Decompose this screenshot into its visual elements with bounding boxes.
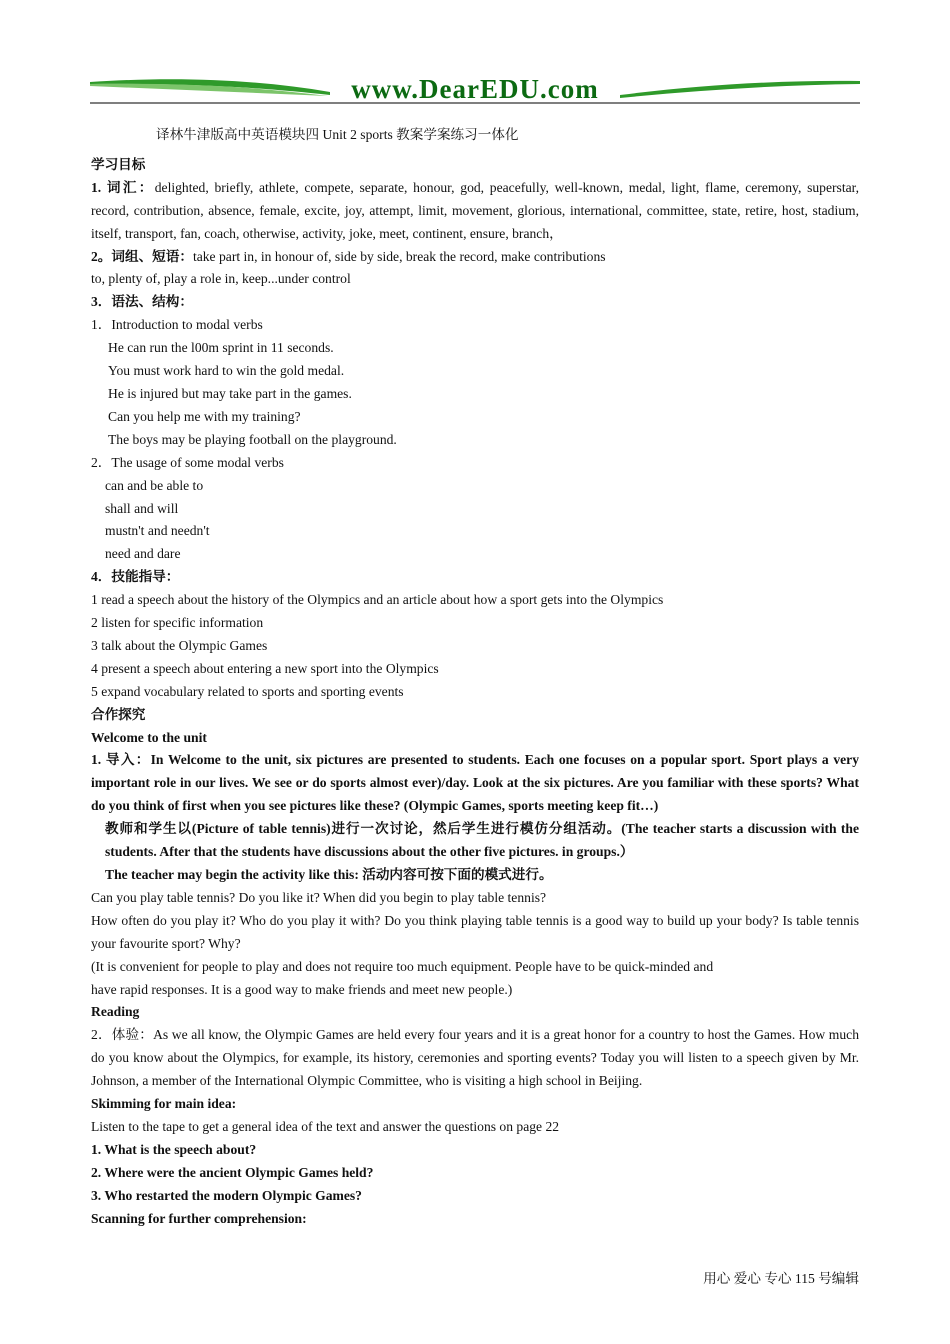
skill-item: 1 read a speech about the history of the Olympics and an article about how a sport gets into the Olympics (91, 592, 664, 608)
skill-item: 2 listen for specific information (91, 615, 264, 631)
document-title: 译林牛津版高中英语模块四 Unit 2 sports 教案学案练习一体化 (156, 127, 519, 142)
skill-item: 5 expand vocabulary related to sports and sporting events (91, 683, 404, 699)
reading-heading: Reading (91, 1004, 140, 1020)
section-heading-cooperation: 合作探究 (91, 706, 146, 722)
skill-item: 4 present a speech about entering a new sport into the Olympics (91, 660, 439, 676)
answer-line: (It is convenient for people to play and does not require too much equipment. People have to be quick-minded and (91, 958, 714, 974)
modal-verb-item: shall and will (105, 500, 179, 516)
question-line: Can you play table tennis? Do you like it? When did you begin to play table tennis? (91, 889, 547, 905)
vocabulary-label: 1. 词汇： (91, 179, 155, 195)
section-heading-objectives: 学习目标 (91, 156, 146, 172)
phrases-text: take part in, in honour of, side by side, break the record, make contributions (192, 248, 606, 264)
site-header-banner (90, 70, 860, 106)
intro-text: In Welcome to the unit, six pictures are presented to students. Each one focuses on a popular sport. Sport plays a very important role in our lives. We see or do sports almost ever)/day. Look at the six pictures. Are you familiar with these sports? What do you think of first when you see pictures like these? (Olympic Games, sports meeting keep fit…) (91, 752, 859, 814)
modal-verb-item: can and be able to (105, 477, 204, 493)
intro-paragraph (91, 749, 859, 818)
grammar-label: 3．语法、结构： (91, 294, 193, 310)
teacher-instruction: The teacher may begin the activity like this: 活动内容可按下面的模式进行。 (105, 867, 553, 882)
site-logo: www.DearEDU.com (351, 74, 599, 104)
phrases-continued: to, plenty of, play a role in, keep...under control (91, 271, 351, 287)
phrases-label: 2。词组、短语： (91, 248, 193, 264)
modal-verb-item: need and dare (105, 546, 181, 562)
vocabulary-text: delighted, briefly, athlete, compete, separate, honour, god, peacefully, well-known, medal, light, flame, ceremony, superstar, record, contribution, absence, female, excite, joy, attempt, limit, movement, glorious, international, committee, state, retire, host, stadium, itself, transport, fan, coach, otherwise, activity, joke, meet, continent, ensure, branch， (91, 179, 860, 241)
vocabulary-paragraph (91, 177, 859, 246)
comprehension-question: 1. What is the speech about? (91, 1141, 257, 1157)
experience-label: 2．体验： (91, 1027, 154, 1043)
intro-label: 1. 导入： (91, 752, 151, 768)
skimming-instruction: Listen to the tape to get a general idea of the text and answer the questions on page 22 (91, 1118, 560, 1134)
grammar-item-title: 1．Introduction to modal verbs (91, 317, 263, 333)
skills-label: 4．技能指导： (91, 569, 180, 585)
discussion-paragraph: 教师和学生以(Picture of table tennis)进行一次讨论，然后学生进行模仿分组活动。(The teacher starts a discussion with the students. After that the students have discussions about the other five pictures. in groups.） (105, 821, 859, 860)
document-body (91, 124, 859, 1231)
experience-paragraph (91, 1024, 859, 1093)
page-footer: 用心 爱心 专心 115 号编辑 (703, 1271, 859, 1286)
grammar-item-title: 2．The usage of some modal verbs (91, 454, 284, 470)
skimming-heading: Skimming for main idea: (91, 1096, 237, 1112)
comprehension-question: 3. Who restarted the modern Olympic Games? (91, 1187, 362, 1203)
grammar-example: He is injured but may take part in the games. (108, 385, 352, 401)
welcome-heading: Welcome to the unit (91, 729, 207, 745)
grammar-example: The boys may be playing football on the playground. (108, 431, 397, 447)
grammar-example: He can run the l00m sprint in 11 seconds. (108, 340, 334, 356)
experience-text: As we all know, the Olympic Games are held every four years and it is a great honor for a country to host the Games. How much do you know about the Olympics, for example, its history, ceremonies and sporting events? Today you will listen to a speech given by Mr. Johnson, a member of the International Olympic Committee, who is visiting a high school in Beijing. (91, 1027, 860, 1089)
scanning-heading: Scanning for further comprehension: (91, 1210, 307, 1226)
phrases-paragraph (91, 246, 859, 269)
question-line: How often do you play it? Who do you play it with? Do you think playing table tennis is a good way to build up your body? Is table tennis your favourite sport? Why? (91, 912, 859, 951)
skill-item: 3 talk about the Olympic Games (91, 637, 268, 653)
modal-verb-item: mustn't and needn't (105, 523, 210, 539)
answer-line: have rapid responses. It is a good way to make friends and meet new people.) (91, 981, 513, 997)
grammar-example: Can you help me with my training? (108, 408, 301, 424)
comprehension-question: 2. Where were the ancient Olympic Games held? (91, 1164, 374, 1180)
grammar-example: You must work hard to win the gold medal. (108, 363, 345, 379)
